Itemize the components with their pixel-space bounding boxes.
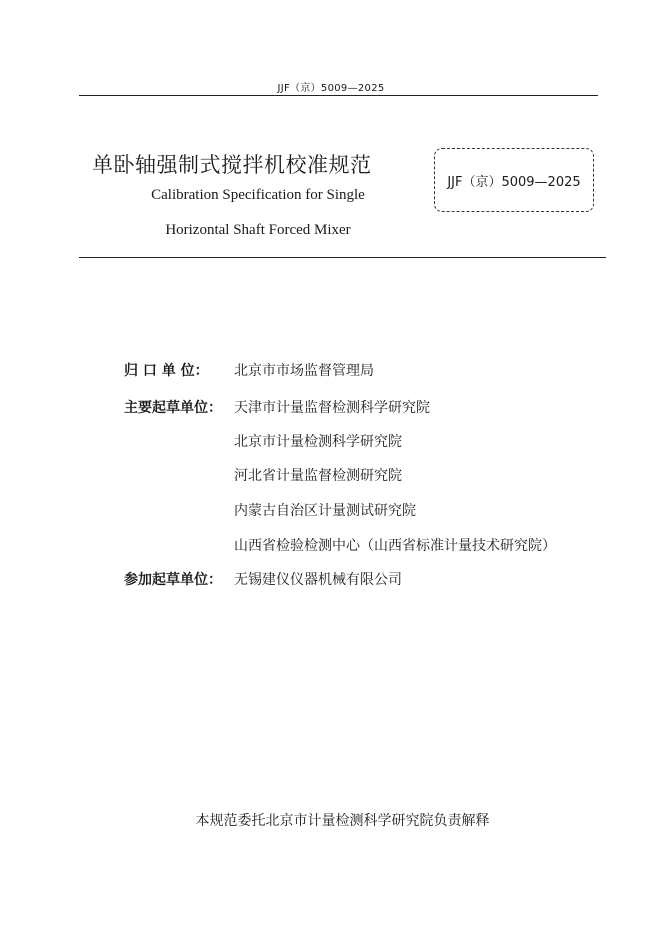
drafting-unit-row bbox=[124, 500, 416, 520]
main-drafting-unit-label: 主要起草单位： bbox=[124, 400, 222, 416]
title-english-line2: Horizontal Shaft Forced Mixer bbox=[165, 222, 351, 238]
responsible-unit-row bbox=[124, 360, 374, 380]
main-drafting-unit-row bbox=[124, 397, 430, 417]
drafting-unit: 山西省检验检测中心（山西省标准计量技术研究院） bbox=[234, 538, 556, 554]
title-chinese: 单卧轴强制式搅拌机校准规范 bbox=[92, 153, 372, 177]
specification-code: JJF（京）5009—2025 bbox=[447, 174, 581, 190]
participating-unit-row bbox=[124, 569, 402, 589]
interpretation-note: 本规范委托北京市计量检测科学研究院负责解释 bbox=[195, 813, 490, 829]
participating-unit-label: 参加起草单位： bbox=[124, 572, 222, 588]
drafting-unit-row bbox=[124, 465, 402, 485]
drafting-unit-row bbox=[124, 535, 556, 555]
specification-code-box bbox=[434, 148, 594, 212]
header-code: JJF（京）5009—2025 bbox=[277, 83, 385, 94]
header-divider bbox=[79, 95, 598, 96]
drafting-unit: 北京市计量检测科学研究院 bbox=[234, 434, 402, 450]
responsible-unit-label: 归 口 单 位： bbox=[124, 363, 209, 379]
drafting-unit: 天津市计量监督检测科学研究院 bbox=[234, 400, 430, 416]
responsible-unit: 北京市市场监督管理局 bbox=[234, 363, 374, 379]
drafting-unit: 内蒙古自治区计量测试研究院 bbox=[234, 503, 416, 519]
title-english-line1: Calibration Specification for Single bbox=[151, 187, 365, 203]
drafting-unit-row bbox=[124, 431, 402, 451]
drafting-unit: 河北省计量监督检测研究院 bbox=[234, 468, 402, 484]
title-divider bbox=[79, 257, 606, 258]
participating-unit: 无锡建仪仪器机械有限公司 bbox=[234, 572, 402, 588]
